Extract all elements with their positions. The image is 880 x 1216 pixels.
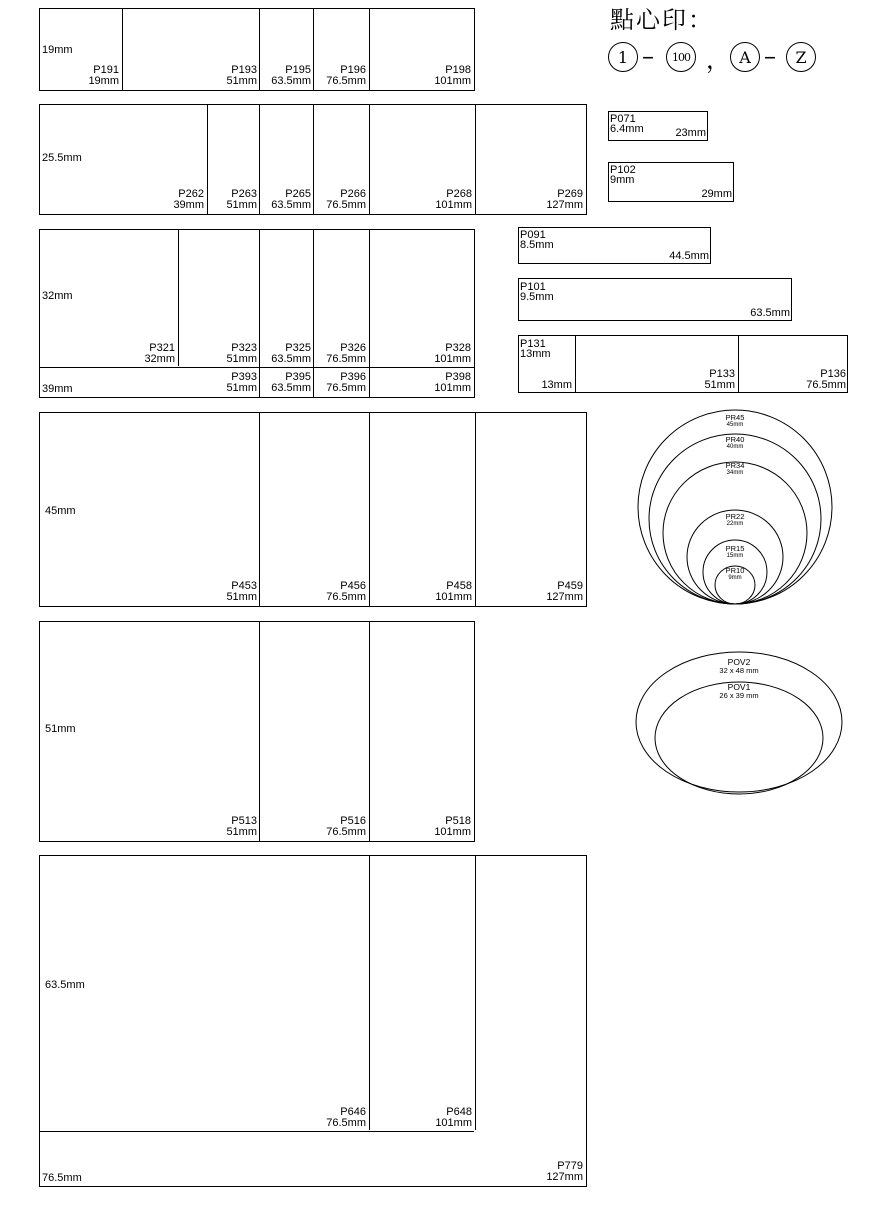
stamp-P091: P091 8.5mm 44.5mm: [520, 229, 709, 262]
stamp-P195: P195 63.5mm: [271, 64, 311, 87]
oval-label-code: POV2: [727, 657, 751, 667]
round-label-size: 9mm: [728, 575, 742, 581]
stamp-P101: P101 9.5mm 63.5mm: [518, 278, 792, 321]
stamp-P779: P779 127mm: [546, 1160, 583, 1183]
stamp-P398: P398 101mm: [434, 371, 471, 394]
row-height-label: 32mm: [42, 290, 73, 302]
stamp-P325: P325 63.5mm: [271, 342, 311, 365]
stamp-group-13mm: [518, 335, 848, 393]
range-separator: ，: [706, 46, 730, 74]
oval-label-size: 26 x 39 mm: [719, 691, 759, 700]
stamp-P516: P516 76.5mm: [326, 815, 366, 838]
round-label-code: PR40: [725, 435, 745, 444]
stamp-P323: P323 51mm: [226, 342, 257, 365]
row-height-label: 19mm: [42, 44, 73, 56]
round-stamps: [630, 405, 840, 615]
page-title: 點心印：: [610, 6, 714, 34]
stamp-P131-height: 13mm: [520, 348, 551, 360]
circled-start-letter: A: [730, 42, 760, 72]
stamp-P518: P518 101mm: [434, 815, 471, 838]
row-height-label: 76.5mm: [42, 1172, 82, 1184]
stamp-P456: P456 76.5mm: [326, 580, 366, 603]
round-label-size: 22mm: [726, 521, 744, 527]
row-height-label: 51mm: [45, 723, 76, 735]
stamp-P196: P196 76.5mm: [326, 64, 366, 87]
round-label-size: 34mm: [726, 470, 744, 476]
stamp-P131-width: 13mm: [541, 379, 572, 391]
stamp-group-19mm: [39, 8, 475, 91]
stamp-group-51mm: [39, 621, 475, 842]
stamp-P262: P262 39mm: [173, 188, 204, 211]
stamp-P191: P191 19mm: [88, 64, 119, 87]
stamp-P133: P133 51mm: [704, 368, 735, 391]
stamp-P198: P198 101mm: [434, 64, 471, 87]
stamp-P131-code: P131: [520, 338, 546, 350]
stamp-P263: P263 51mm: [226, 188, 257, 211]
stamp-P265: P265 63.5mm: [271, 188, 311, 211]
circled-end-letter: Z: [786, 42, 816, 72]
row-height-label: 45mm: [45, 505, 76, 517]
stamp-P513: P513 51mm: [226, 815, 257, 838]
stamp-P071: P071 6.4mm 23mm: [610, 113, 706, 139]
stamp-P459: P459 127mm: [546, 580, 583, 603]
round-label-code: PR15: [725, 544, 745, 553]
stamp-P396: P396 76.5mm: [326, 371, 366, 394]
stamp-P393: P393 51mm: [226, 371, 257, 394]
stamp-P269: P269 127mm: [546, 188, 583, 211]
stamp-group-25mm: [39, 104, 587, 215]
range-dash: –: [764, 42, 776, 70]
stamp-P321: P321 32mm: [144, 342, 175, 365]
oval-label-code: POV1: [727, 682, 751, 692]
stamp-P268: P268 101mm: [435, 188, 472, 211]
stamp-P326: P326 76.5mm: [326, 342, 366, 365]
stamp-P193: P193 51mm: [226, 64, 257, 87]
row-height-label: 63.5mm: [45, 979, 85, 991]
stamp-group-32-39mm: [39, 229, 475, 398]
range-dash: –: [642, 42, 654, 70]
round-label-code: PR10: [725, 566, 745, 575]
stamp-P102: P102 9mm 29mm: [610, 164, 732, 200]
stamp-P648: P648 101mm: [435, 1106, 472, 1129]
stamp-P136: P136 76.5mm: [806, 368, 846, 391]
stamp-group-45mm: [39, 412, 587, 607]
circled-start-number: 1: [608, 42, 638, 72]
round-label-code: PR45: [725, 413, 745, 422]
stamp-P328: P328 101mm: [434, 342, 471, 365]
stamp-P266: P266 76.5mm: [326, 188, 366, 211]
stamp-P453: P453 51mm: [226, 580, 257, 603]
row-height-label: 25.5mm: [42, 152, 82, 164]
round-label-size: 45mm: [726, 422, 744, 428]
row-height-label: 39mm: [42, 383, 73, 395]
stamp-P646: P646 76.5mm: [326, 1106, 366, 1129]
oval-label-size: 32 x 48 mm: [719, 666, 759, 675]
round-label-size: 15mm: [726, 553, 744, 559]
circled-end-number: 100: [666, 42, 696, 72]
round-label-size: 40mm: [726, 444, 744, 450]
stamp-P395: P395 63.5mm: [271, 371, 311, 394]
round-label-code: PR34: [725, 461, 745, 470]
stamp-P458: P458 101mm: [435, 580, 472, 603]
round-label-code: PR22: [725, 512, 745, 521]
oval-stamps: [630, 650, 846, 798]
stamp-group-63-76mm: [39, 855, 587, 1187]
